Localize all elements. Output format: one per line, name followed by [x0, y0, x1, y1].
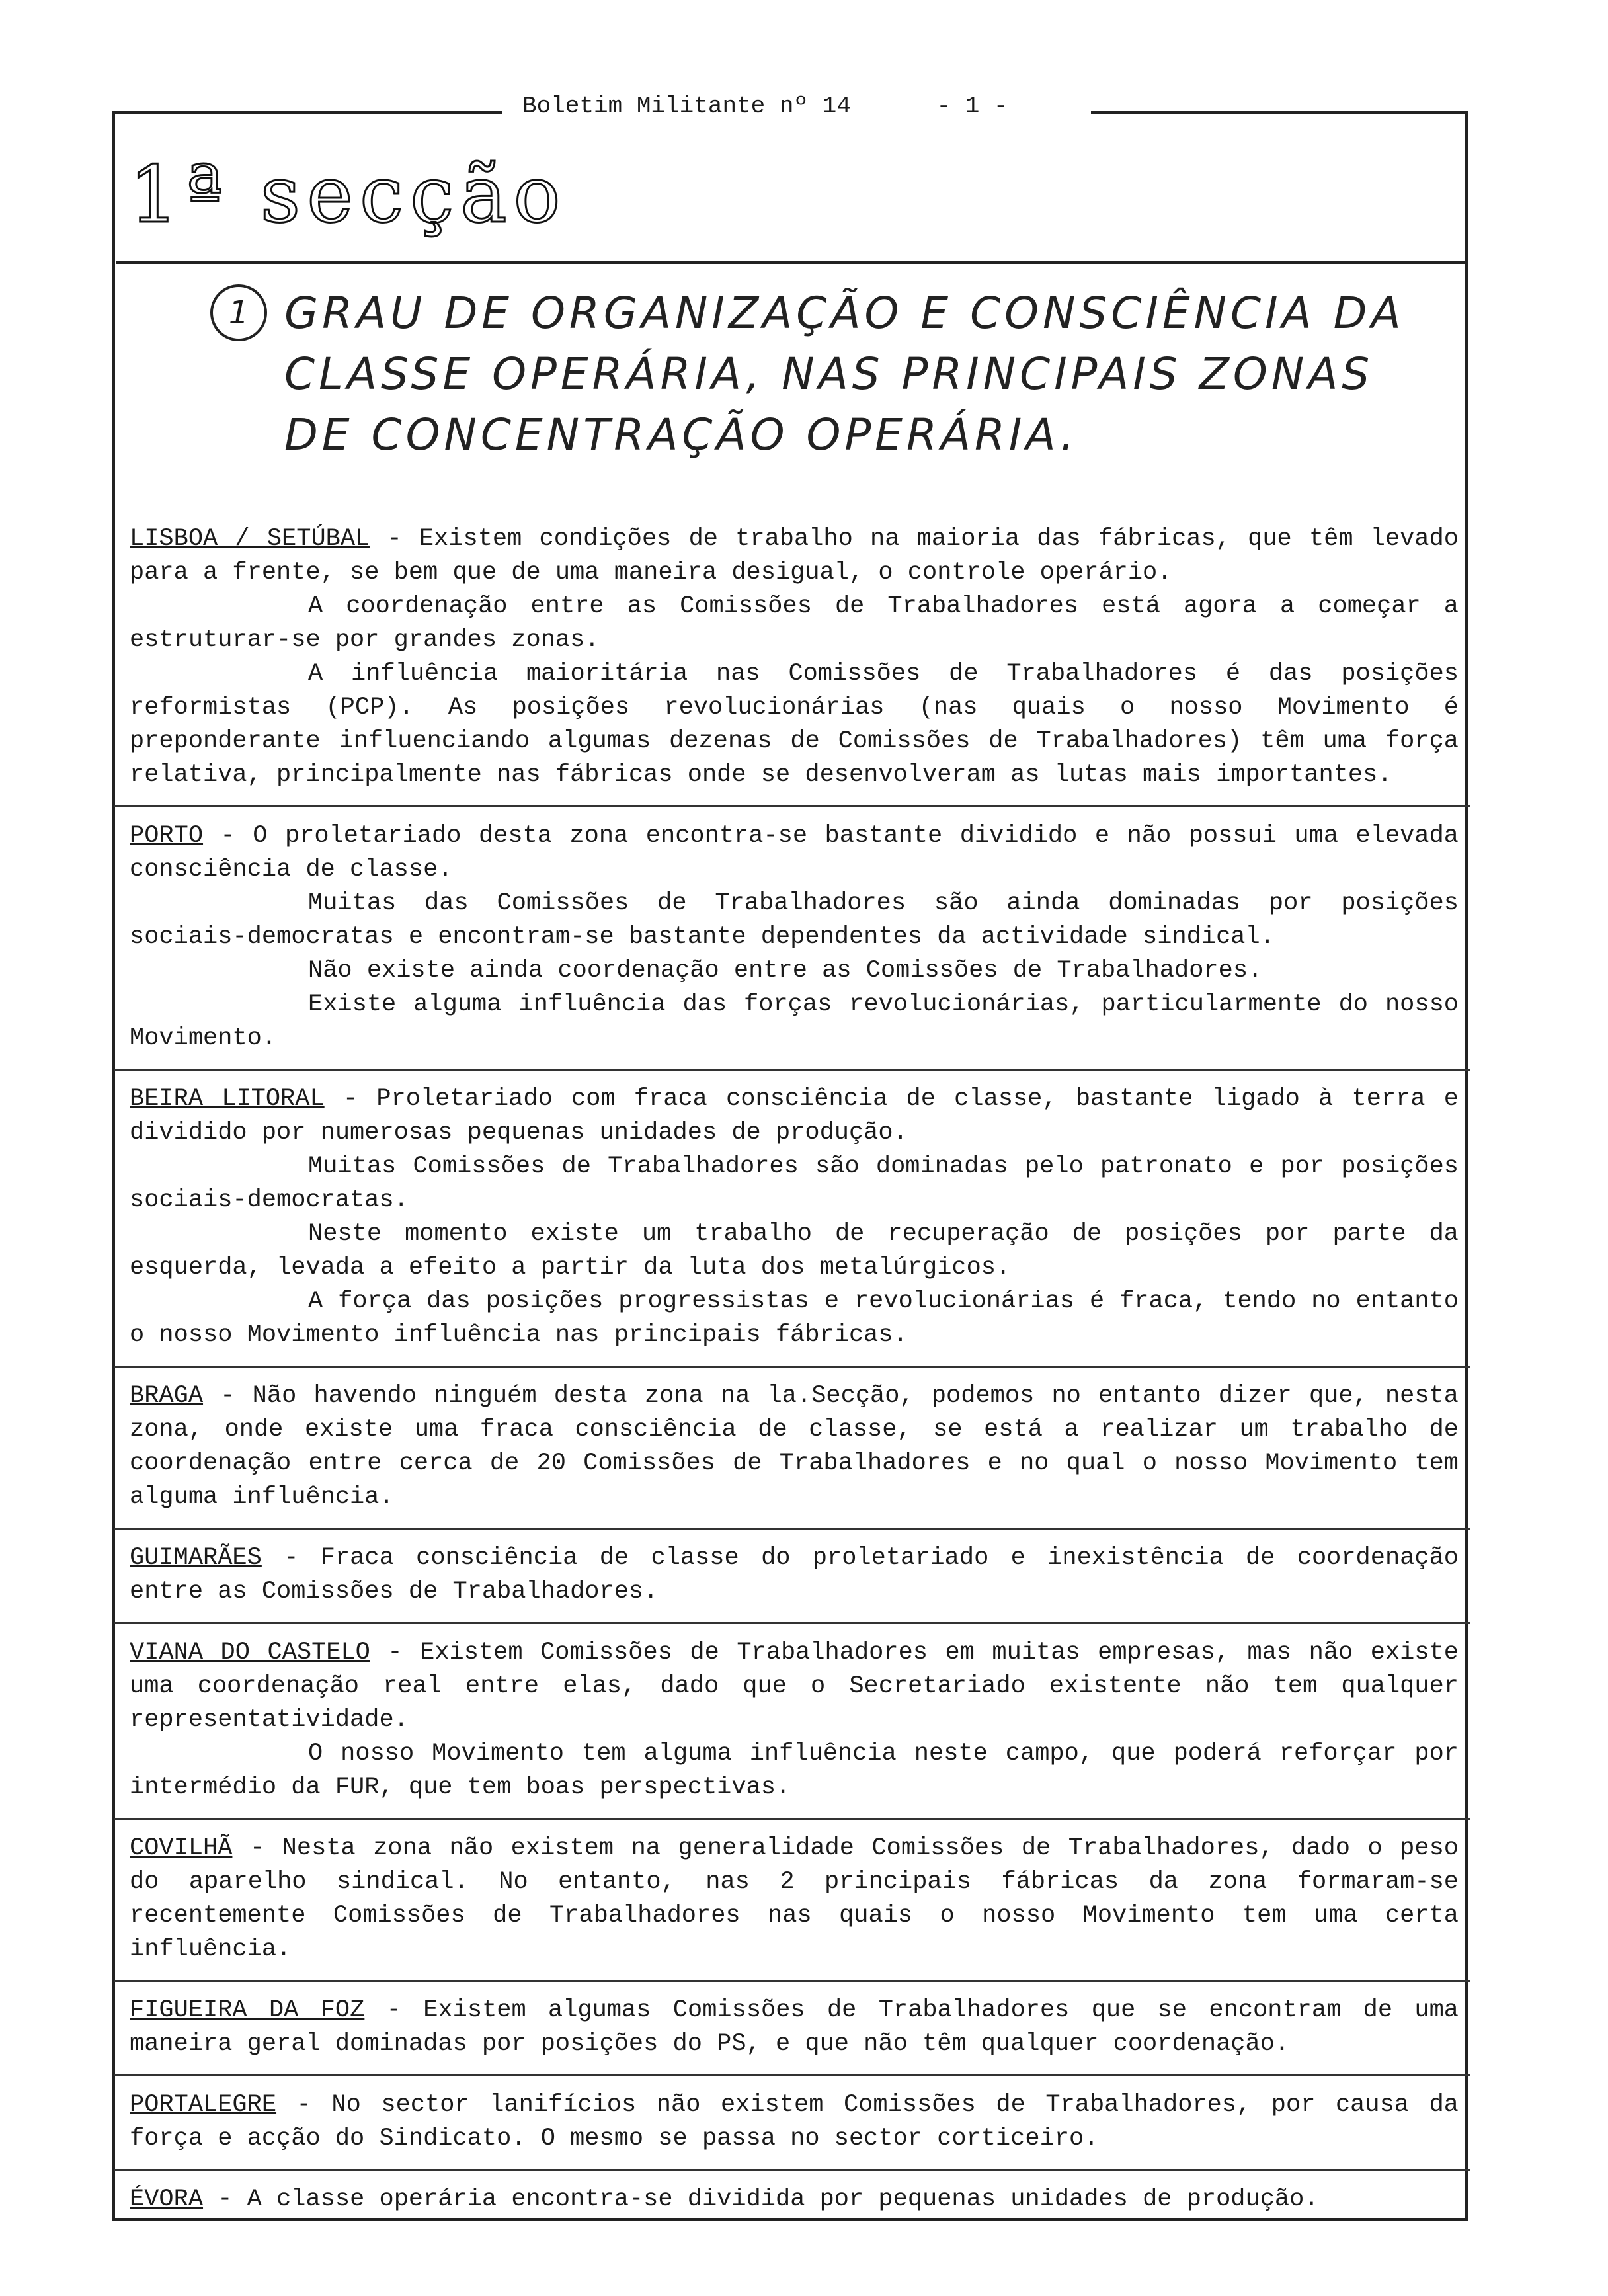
- region-paragraph: Neste momento existe um trabalho de recuperação de posições por parte da esquerda, levada a efeito a partir da luta dos metalúrgicos.: [130, 1220, 1459, 1282]
- region-guimaraes: [130, 1541, 1459, 1609]
- region-portalegre: [130, 2088, 1459, 2156]
- region-name: ÉVORA: [130, 2186, 204, 2213]
- divider: [114, 1980, 1470, 1982]
- region-beira-litoral: [130, 1083, 1459, 1352]
- divider: [114, 1528, 1470, 1530]
- region-name: VIANA DO CASTELO: [130, 1639, 370, 1666]
- region-name: PORTO: [130, 822, 204, 850]
- region-porto: [130, 819, 1459, 1055]
- divider: [114, 1366, 1470, 1368]
- region-paragraph: - Proletariado com fraca consciência de classe, bastante ligado à terra e dividido por numerosas pequenas unidades de produção.: [130, 1085, 1459, 1147]
- topic-number: 1: [210, 284, 267, 341]
- divider: [114, 1818, 1470, 1820]
- section-title: secção: [260, 149, 567, 240]
- region-paragraph: A coordenação entre as Comissões de Trabalhadores está agora a começar a estruturar-se por grandes zonas.: [130, 593, 1459, 654]
- document-body: [130, 522, 1459, 2230]
- region-braga: [130, 1379, 1459, 1514]
- section-heading: [129, 149, 567, 240]
- region-paragraph: A influência maioritária nas Comissões de Trabalhadores é das posições reformistas (PCP). As posições revolucionárias (nas quais o nosso Movimento é preponderante influenciando algumas dezenas de Comissões de Trabalhadores) têm uma força relativa, principalmente nas fábricas onde se desenvolveram as lutas mais importantes.: [130, 660, 1459, 789]
- region-paragraph: - Existem algumas Comissões de Trabalhadores que se encontram de uma maneira geral dominadas por posições do PS, e que não têm qualquer coordenação.: [130, 1996, 1459, 2058]
- section-rule: [116, 261, 1465, 264]
- region-paragraph: - Existem Comissões de Trabalhadores em muitas empresas, mas não existe uma coordenação real entre elas, dado que o Secretariado existente não tem qualquer representatividade.: [130, 1639, 1459, 1734]
- topic-title: GRAU DE ORGANIZAÇÃO E CONSCIÊNCIA DA CLASSE OPERÁRIA, NAS PRINCIPAIS ZONAS DE CONCENTRAÇÃO OPERÁRIA.: [284, 288, 1405, 460]
- region-name: LISBOA / SETÚBAL: [130, 525, 370, 553]
- region-name: BEIRA LITORAL: [130, 1085, 325, 1113]
- region-paragraph: - Fraca consciência de classe do proletariado e inexistência de coordenação entre as Comissões de Trabalhadores.: [130, 1544, 1459, 1606]
- region-paragraph: - Nesta zona não existem na generalidade Comissões de Trabalhadores, dado o peso do aparelho sindical. No entanto, nas 2 principais fábricas da zona formaram-se recentemente Comissões de Trabalhadores nas quais o nosso Movimento tem uma certa influência.: [130, 1834, 1459, 1963]
- region-evora: [130, 2183, 1459, 2217]
- region-name: GUIMARÃES: [130, 1544, 262, 1572]
- region-paragraph: Muitas Comissões de Trabalhadores são dominadas pelo patronato e por posições sociais-democratas.: [130, 1153, 1459, 1214]
- region-paragraph: - Não havendo ninguém desta zona na la.Secção, podemos no entanto dizer que, nesta zona, onde existe uma fraca consciência de classe, se está a realizar um trabalho de coordenação entre cerca de 20 Comissões de Trabalhadores e no qual o nosso Movimento tem alguma influência.: [130, 1382, 1459, 1511]
- divider: [114, 1622, 1470, 1624]
- region-paragraph: A força das posições progressistas e revolucionárias é fraca, tendo no entanto o nosso Movimento influência nas principais fábricas.: [130, 1288, 1459, 1349]
- region-paragraph: - O proletariado desta zona encontra-se bastante dividido e não possui uma elevada consciência de classe.: [130, 822, 1459, 883]
- region-paragraph: - A classe operária encontra-se dividida por pequenas unidades de produção.: [218, 2186, 1319, 2213]
- region-paragraph: Muitas das Comissões de Trabalhadores são ainda dominadas por posições sociais-democratas e encontram-se bastante dependentes da actividade sindical.: [130, 889, 1459, 951]
- region-lisboa-setubal: [130, 522, 1459, 792]
- divider: [114, 805, 1470, 807]
- region-name: BRAGA: [130, 1382, 204, 1410]
- region-name: COVILHÃ: [130, 1834, 233, 1862]
- region-figueira-da-foz: [130, 1994, 1459, 2061]
- publication-title: Boletim Militante nº 14: [522, 93, 851, 120]
- page-number: - 1 -: [936, 93, 1008, 120]
- region-covilha: [130, 1832, 1459, 1967]
- region-viana-do-castelo: [130, 1636, 1459, 1805]
- region-name: FIGUEIRA DA FOZ: [130, 1996, 365, 2024]
- region-paragraph: - Existem condições de trabalho na maioria das fábricas, que têm levado para a frente, se bem que de uma maneira desigual, o controle operário.: [130, 525, 1459, 587]
- region-paragraph: O nosso Movimento tem alguma influência neste campo, que poderá reforçar por intermédio da FUR, que tem boas perspectivas.: [130, 1740, 1459, 1801]
- region-paragraph: - No sector lanifícios não existem Comissões de Trabalhadores, por causa da força e acção do Sindicato. O mesmo se passa no sector corticeiro.: [130, 2091, 1459, 2152]
- section-ordinal: 1ª: [129, 149, 229, 240]
- region-paragraph: Não existe ainda coordenação entre as Comissões de Trabalhadores.: [308, 957, 1263, 985]
- divider: [114, 1069, 1470, 1071]
- divider: [114, 2169, 1470, 2171]
- divider: [114, 2074, 1470, 2076]
- region-name: PORTALEGRE: [130, 2091, 277, 2119]
- region-paragraph: Existe alguma influência das forças revolucionárias, particularmente do nosso Movimento.: [130, 991, 1459, 1052]
